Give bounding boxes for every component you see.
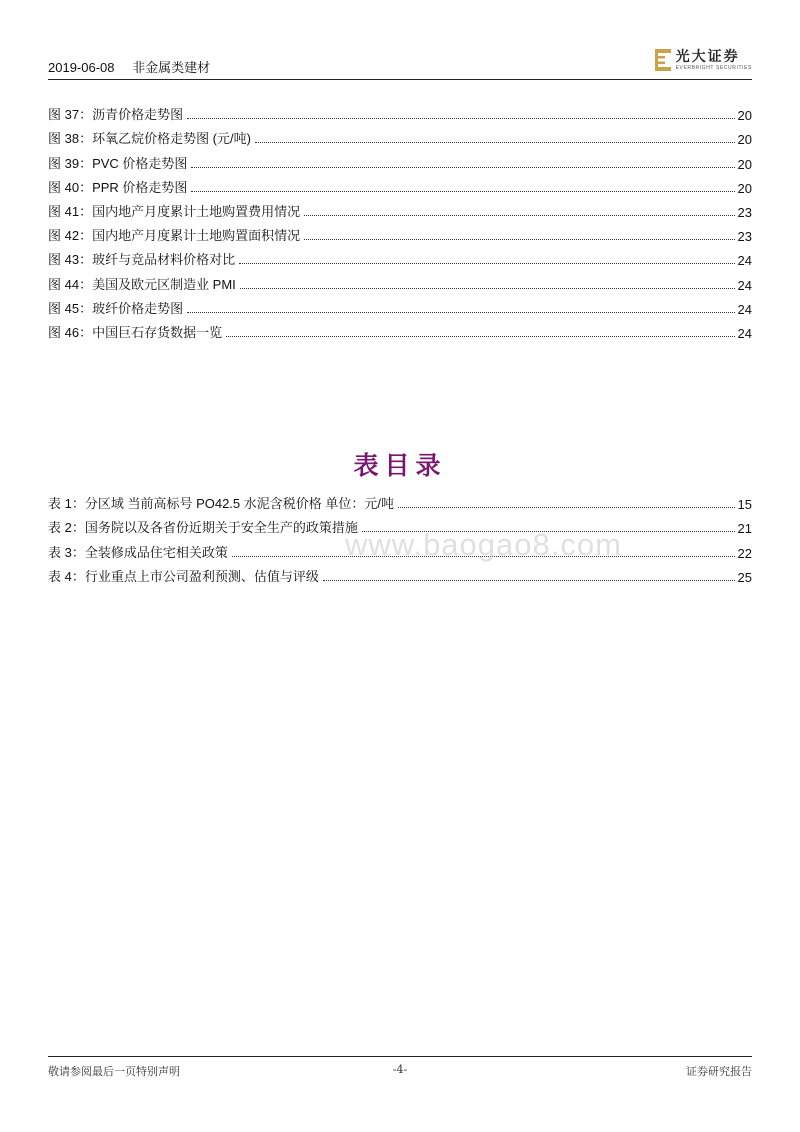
toc-dot-leader [362, 531, 735, 532]
toc-entry[interactable] [48, 536, 752, 560]
toc-dot-leader [226, 336, 734, 337]
everbright-logo-icon [654, 48, 672, 72]
toc-entry-page: 21 [737, 521, 752, 537]
toc-entry[interactable] [48, 123, 752, 147]
toc-entry[interactable] [48, 172, 752, 196]
header-info [48, 57, 210, 76]
toc-entry[interactable] [48, 147, 752, 171]
toc-entry-label: 图 42：国内地产月度累计土地购置面积情况 [48, 228, 301, 244]
tables-toc-title: 表目录 [353, 451, 447, 480]
toc-dot-leader [240, 288, 735, 289]
toc-dot-leader [323, 580, 735, 581]
toc-entry-page: 20 [737, 156, 752, 172]
toc-entry-page: 23 [737, 229, 752, 245]
toc-entry[interactable] [48, 488, 752, 512]
toc-dot-leader [232, 556, 735, 557]
toc-entry[interactable] [48, 317, 752, 341]
tables-toc-list [48, 488, 752, 585]
toc-entry-page: 24 [737, 325, 752, 341]
toc-entry-page: 20 [737, 108, 752, 124]
figures-toc-list [48, 99, 752, 341]
toc-entry-page: 24 [737, 301, 752, 317]
toc-entry-page: 23 [737, 204, 752, 220]
header-divider [48, 79, 752, 80]
toc-entry[interactable] [48, 99, 752, 123]
toc-entry-page: 15 [737, 497, 752, 513]
logo-chinese-name: 光大证券 [675, 48, 740, 65]
toc-dot-leader [239, 263, 734, 264]
toc-dot-leader [304, 239, 734, 240]
toc-entry[interactable] [48, 512, 752, 536]
toc-entry-label: 表 4：行业重点上市公司盈利预测、估值与评级 [48, 568, 319, 584]
toc-entry-page: 22 [737, 545, 752, 561]
toc-entry[interactable] [48, 293, 752, 317]
toc-entry[interactable] [48, 561, 752, 585]
sector-name: 非金属类建材 [132, 60, 211, 75]
toc-entry[interactable] [48, 244, 752, 268]
report-date: 2019-06-08 [48, 60, 115, 75]
toc-dot-leader [191, 167, 734, 168]
toc-entry-page: 24 [737, 253, 752, 269]
toc-entry-label: 图 41：国内地产月度累计土地购置费用情况 [48, 203, 301, 219]
toc-entry[interactable] [48, 196, 752, 220]
logo-english-name: EVERBRIGHT SECURITIES [675, 64, 752, 71]
footer-page-number: -4- [392, 1063, 408, 1076]
toc-dot-leader [187, 118, 734, 119]
toc-entry-label: 图 44：美国及欧元区制造业 PMI [48, 276, 236, 292]
toc-entry-page: 24 [737, 277, 752, 293]
footer-disclaimer: 敬请参阅最后一页特别声明 [48, 1065, 180, 1078]
toc-entry[interactable] [48, 220, 752, 244]
toc-entry-page: 25 [737, 569, 752, 585]
toc-dot-leader [255, 142, 735, 143]
toc-entry-page: 20 [737, 180, 752, 196]
toc-entry-label: 图 45：玻纤价格走势图 [48, 300, 184, 316]
toc-entry-label: 表 2：国务院以及各省份近期关于安全生产的政策措施 [48, 520, 358, 536]
toc-dot-leader [191, 191, 734, 192]
toc-entry-label: 图 43：玻纤与竞品材料价格对比 [48, 252, 236, 268]
toc-dot-leader [304, 215, 734, 216]
toc-entry-label: 表 1：分区域 当前高标号 PO42.5 水泥含税价格 单位：元/吨 [48, 496, 394, 512]
page-footer [48, 1056, 752, 1077]
toc-entry-label: 图 40：PPR 价格走势图 [48, 179, 188, 195]
toc-entry-label: 图 38：环氧乙烷价格走势图 (元/吨) [48, 131, 251, 147]
toc-dot-leader [398, 507, 735, 508]
toc-entry-label: 图 37：沥青价格走势图 [48, 107, 184, 123]
toc-entry-label: 图 39：PVC 价格走势图 [48, 155, 188, 171]
toc-entry-label: 图 46：中国巨石存货数据一览 [48, 324, 223, 340]
toc-dot-leader [187, 312, 734, 313]
watermark: www.baogao8.com [345, 527, 622, 562]
page-header [48, 50, 752, 80]
company-logo [654, 46, 752, 74]
toc-entry[interactable] [48, 268, 752, 292]
footer-company: 证券研究报告 [686, 1065, 752, 1078]
toc-entry-page: 20 [737, 132, 752, 148]
toc-entry-label: 表 3：全装修成品住宅相关政策 [48, 544, 228, 560]
